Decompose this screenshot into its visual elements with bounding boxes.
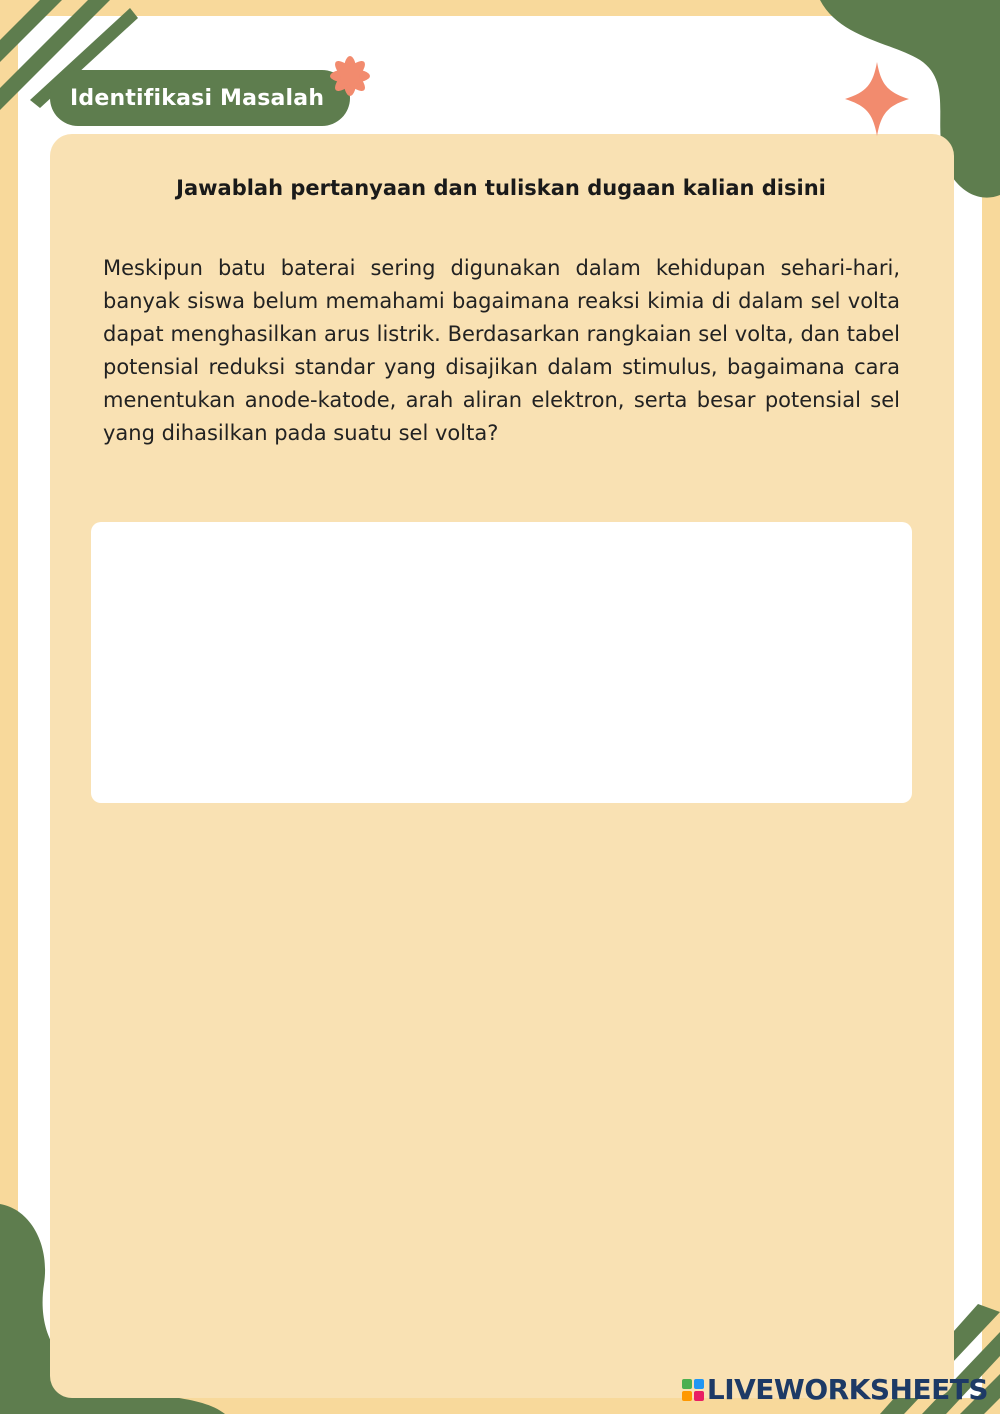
section-tab	[50, 70, 350, 126]
answer-input[interactable]	[91, 522, 912, 803]
sparkle-icon	[845, 62, 909, 136]
liveworksheets-logo-icon	[682, 1379, 704, 1401]
question-heading: Jawablah pertanyaan dan tuliskan dugaan kalian disini	[176, 176, 826, 200]
section-title: Identifikasi Masalah	[70, 85, 325, 111]
starburst-icon	[318, 46, 382, 106]
liveworksheets-watermark	[682, 1373, 988, 1406]
watermark-text: LIVEWORKSHEETS	[706, 1373, 988, 1406]
question-text: Meskipun batu baterai sering digunakan dalam kehidupan sehari-hari, banyak siswa belum memahami bagaimana reaksi kimia di dalam sel volta dapat menghasilkan arus listrik. Berdasarkan rangkaian sel volta, dan tabel potensial reduksi standar yang disajikan dalam stimulus, bagaimana cara menentukan anode-katode, arah aliran elektron, serta besar potensial sel yang dihasilkan pada suatu sel volta?	[103, 256, 900, 445]
